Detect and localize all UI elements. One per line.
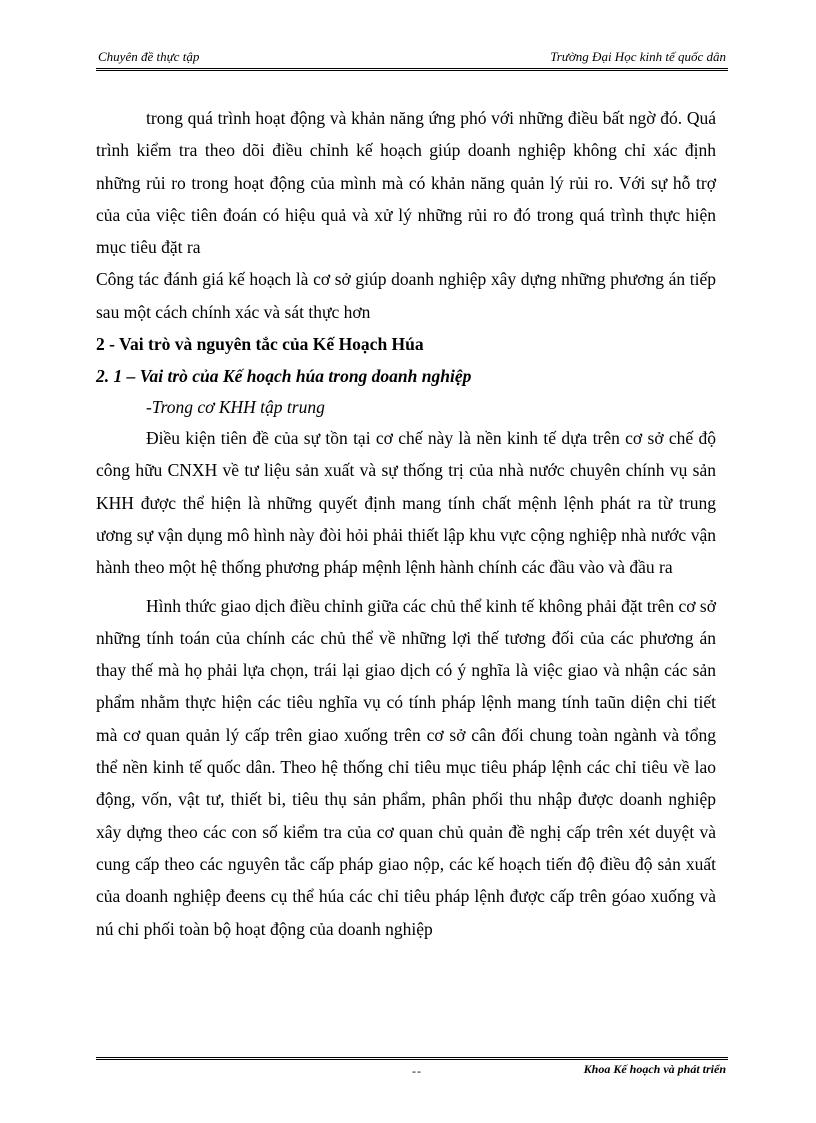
- section-heading: 2 - Vai trò và nguyên tắc của Kế Hoạch Húa: [96, 334, 424, 355]
- paragraph-4: Hình thức giao dịch điều chỉnh giữa các chủ thể kinh tế không phải đặt trên cơ sở những tính toán của chính các chủ thể về những lợi thế tương đối của các phương án thay thế mà họ phải lựa chọn, trái lại giao dịch có ý nghĩa là việc giao và nhận các sản phẩm nhằm thực hiện các tiêu nghĩa vụ có tính pháp lệnh mang tính taũn diện chi tiết mà cơ quan quản lý cấp trên giao xuống trên cơ sở cân đối chung toàn ngành và tổng thể nền kinh tế quốc dân. Theo hệ thống chỉ tiêu mục tiêu pháp lệnh các chỉ tiêu về lao động, vốn, vật tư, thiết bi, tiêu thụ sản phẩm, phân phối thu nhập được doanh nghiệp xây dựng theo các con số kiểm tra của cơ quan chủ quản đề nghị cấp trên xét duyệt và cung cấp theo các nguyên tắc cấp pháp giao nộp, các kế hoạch tiến độ điều độ sản xuất của doanh nghiệp đeens cụ thể húa các chỉ tiêu pháp lệnh được cấp trên góao xuống và nú chi phối toàn bộ hoạt động của doanh nghiệp: [96, 595, 716, 939]
- paragraph-2: Công tác đánh giá kế hoạch là cơ sở giúp doanh nghiệp xây dựng những phương án tiếp sau một cách chính xác và sát thực hơn: [96, 269, 716, 322]
- footer-right-text: Khoa Kế hoạch và phát triển: [583, 1062, 726, 1076]
- page-header: [96, 45, 728, 67]
- paragraph-3: Điều kiện tiên đề của sự tồn tại cơ chế này là nền kinh tế dựa trên cơ sở chế độ công hữu CNXH về tư liệu sản xuất và sự thống trị của nhà nước chuyên chính vụ sản KHH được thể hiện là những quyết định mang tính chất mệnh lệnh phát ra từ trung ương sự vận dụng mô hình này đòi hỏi phải thiết lập khu vực cộng nghiệp nhà nước vận hành theo một hệ thống phương pháp mệnh lệnh hành chính các đầu vào và đầu ra: [96, 428, 716, 578]
- header-left-text: Chuyên đề thực tập: [98, 49, 200, 64]
- header-rule: [96, 68, 728, 71]
- page-number: --: [412, 1064, 422, 1078]
- header-right-text: Trường Đại Học kinh tế quốc dân: [550, 49, 726, 64]
- page-body: [96, 102, 716, 945]
- paragraph-1: trong quá trình hoạt động và khản năng ứng phó với những điều bất ngờ đó. Quá trình kiểm tra theo dõi điều chỉnh kế hoạch giúp doanh nghiệp không chỉ xác định những rủi ro trong hoạt động của mình mà có khản năng quản lý rủi ro. Với sự hỗ trợ của của việc tiên đoán có hiệu quả và xử lý những rủi ro đó trong quá trình thực hiện mục tiêu đặt ra: [96, 108, 716, 258]
- footer-rule: [96, 1057, 728, 1060]
- subsection-heading: 2. 1 – Vai trò của Kế hoạch húa trong doanh nghiệp: [96, 366, 472, 387]
- sub-topic-heading: -Trong cơ KHH tập trung: [146, 397, 325, 418]
